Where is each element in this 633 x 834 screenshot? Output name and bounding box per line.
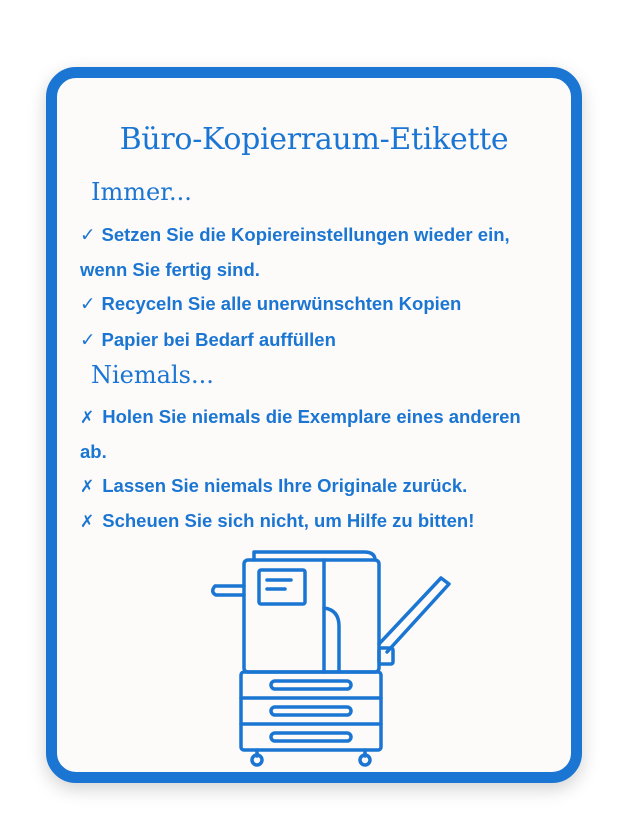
check-icon: ✓	[80, 330, 96, 351]
never-item-3-text: Scheuen Sie sich nicht, um Hilfe zu bitten!	[102, 510, 475, 531]
never-item-1-text: Holen Sie niemals die Exemplare eines anderen ab.	[80, 406, 521, 462]
cross-icon: ✗	[80, 477, 95, 497]
always-item-2-text: Recyceln Sie alle unerwünschten Kopien	[101, 293, 462, 314]
never-item-2-text: Lassen Sie niemals Ihre Originale zurück.	[102, 475, 468, 496]
photocopier-icon	[199, 548, 459, 768]
never-item-1	[80, 400, 550, 469]
always-item-1	[80, 218, 550, 287]
never-item-2	[80, 469, 550, 504]
always-item-2	[80, 287, 550, 322]
sign-title: Büro-Kopierraum-Etikette	[119, 122, 509, 157]
always-item-3-text: Papier bei Bedarf auffüllen	[101, 329, 336, 350]
cross-icon: ✗	[80, 512, 95, 532]
always-heading: Immer...	[91, 178, 192, 206]
cross-icon: ✗	[80, 408, 95, 428]
never-item-3	[80, 504, 550, 539]
never-heading: Niemals...	[91, 361, 214, 389]
check-icon: ✓	[80, 225, 96, 246]
check-icon: ✓	[80, 294, 96, 315]
always-item-3	[80, 323, 550, 358]
always-item-1-text: Setzen Sie die Kopiereinstellungen wieder ein, wenn Sie fertig sind.	[80, 224, 510, 280]
etiquette-sign	[46, 67, 582, 783]
